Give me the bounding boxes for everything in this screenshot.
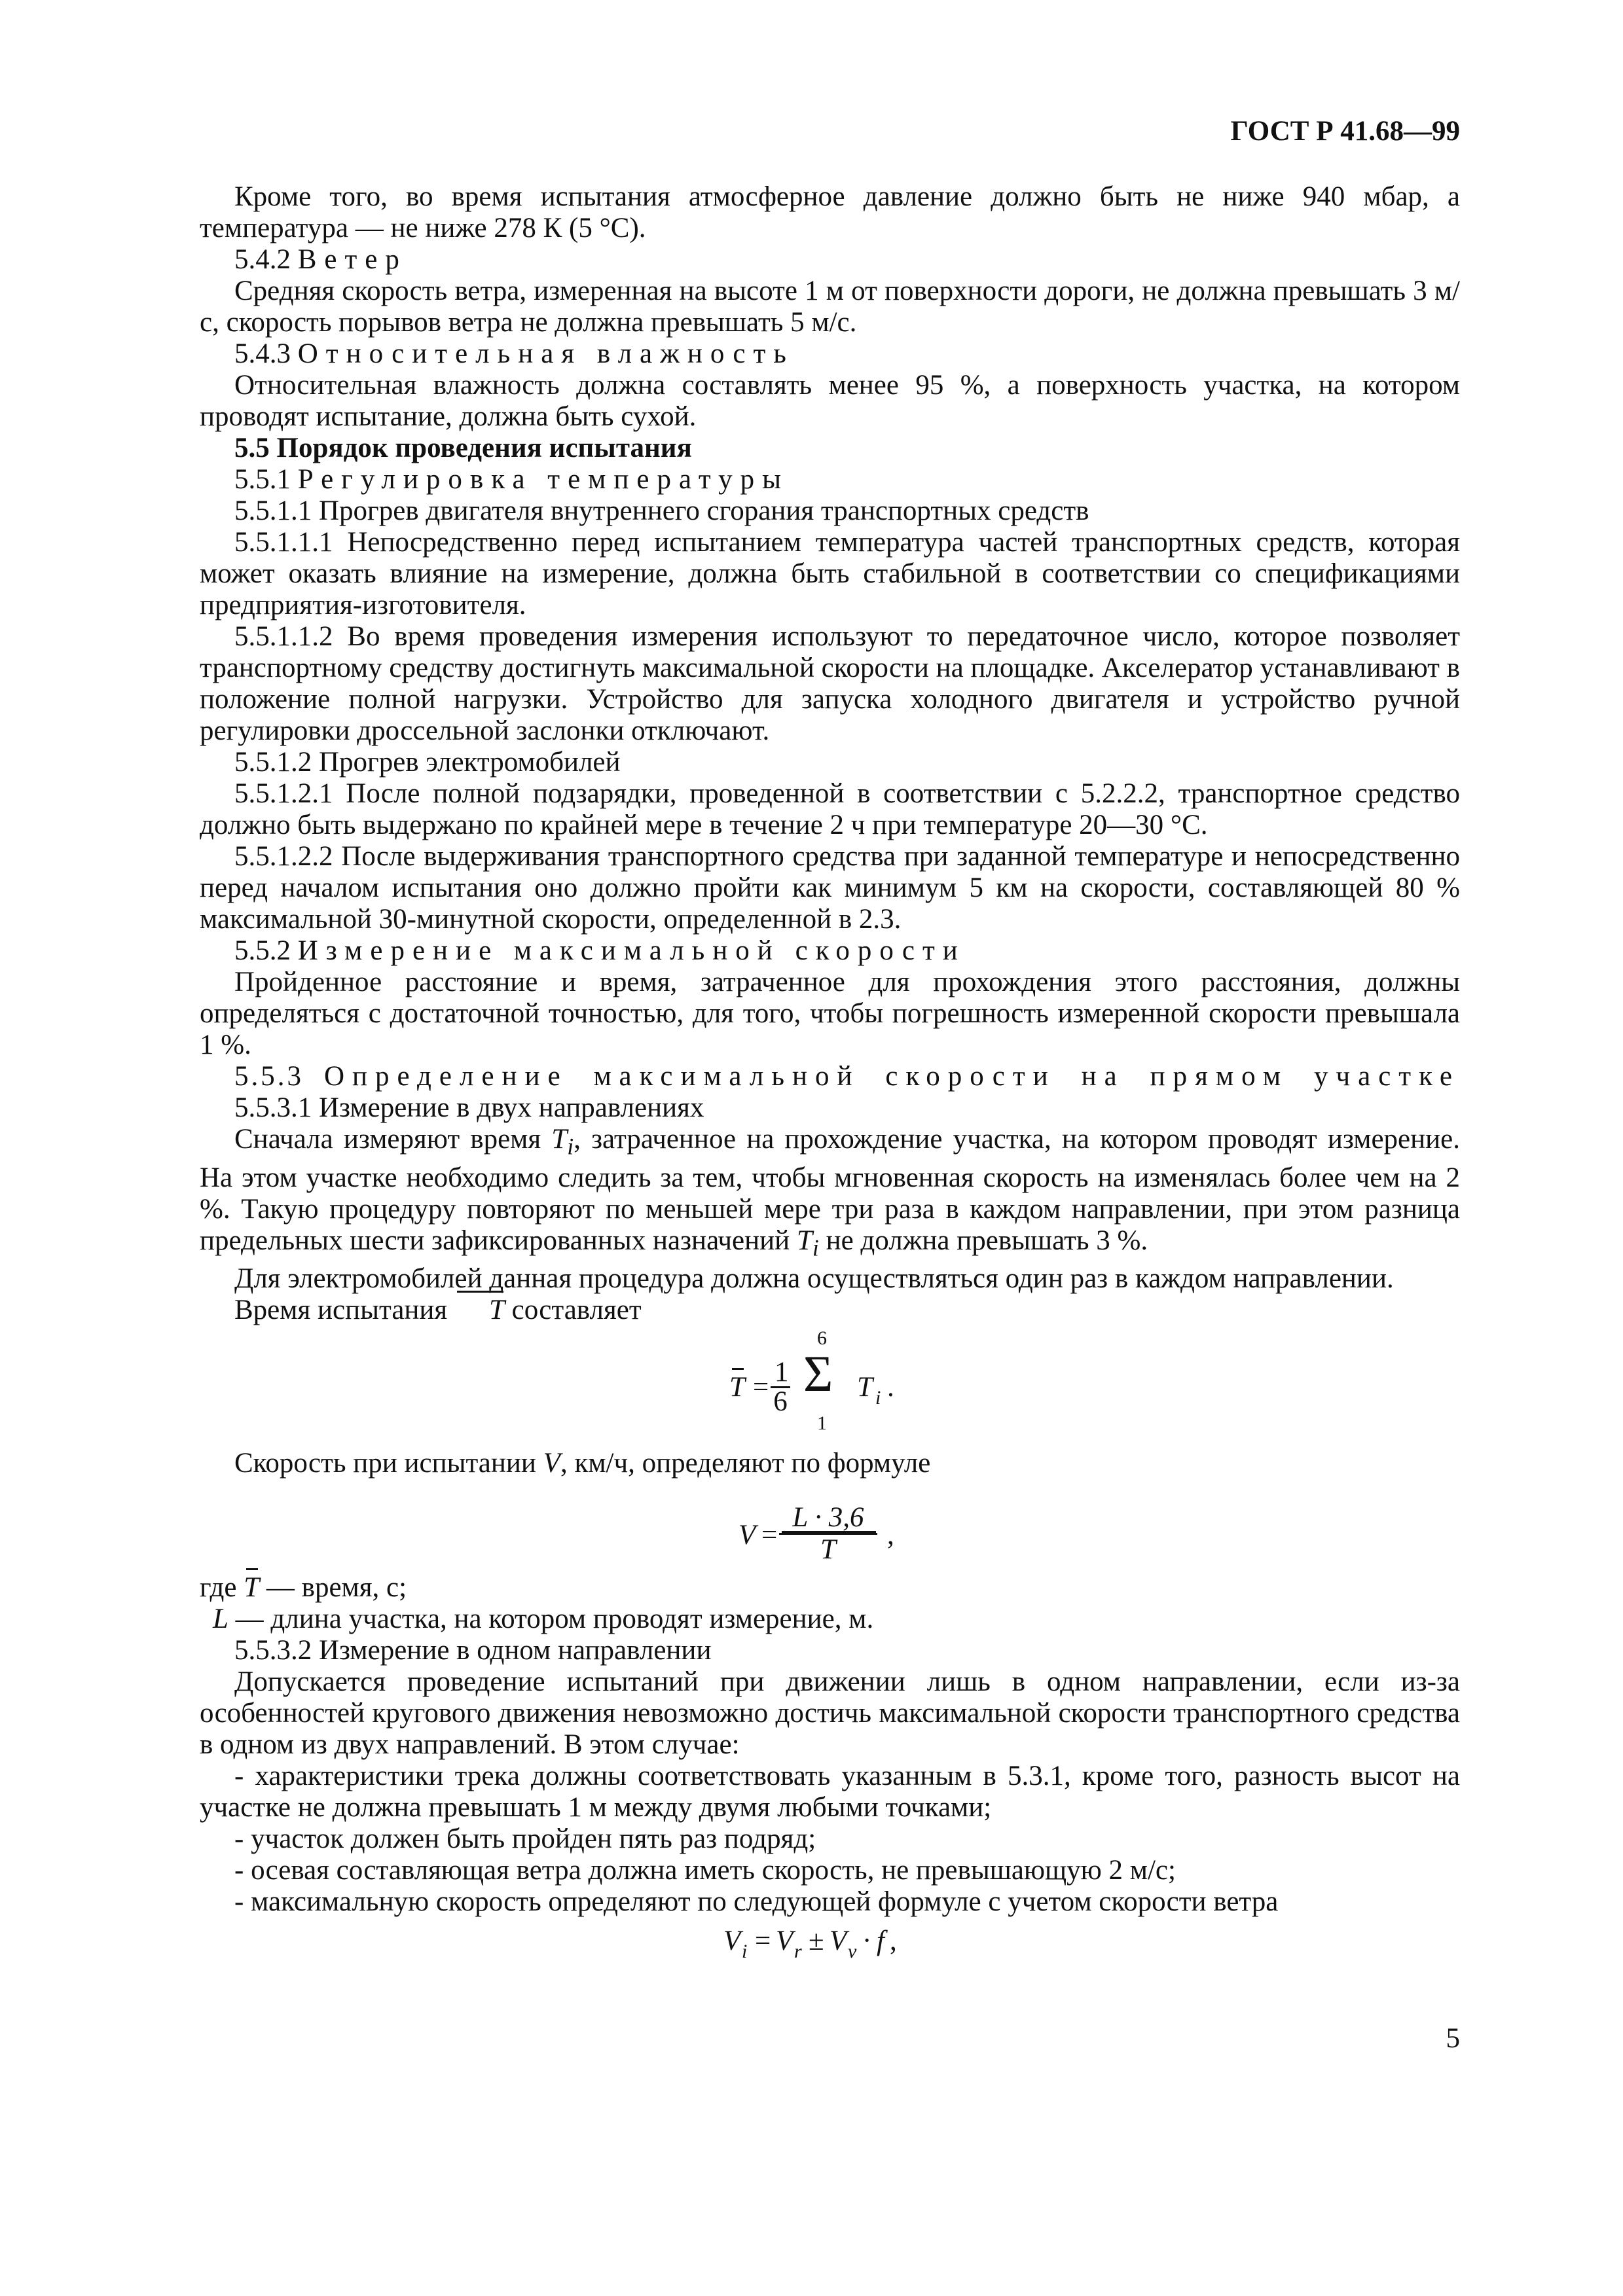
- symbol-t: T: [796, 1225, 812, 1256]
- paragraph: Относительная влажность должна составлять менее 95 %, а поверхность участка, на котором проводят испытание, должна быть сухой.: [200, 370, 1460, 432]
- section-title: Измерение максимальной скорости: [297, 935, 966, 966]
- text-run: — длина участка, на котором проводят измерение, м.: [228, 1604, 874, 1635]
- subsection-heading: 5.5.3.1 Измерение в двух направлениях: [234, 1092, 704, 1123]
- formula-mean-time: [200, 1326, 1460, 1448]
- formula-wind-corrected-speed: [200, 1918, 1460, 1964]
- symbol-t-mean: T: [454, 1295, 505, 1326]
- text-run: , затраченное на прохождение участка, на котором проводят измерение. На этом участке необходимо следить за тем, чтобы мгновенная скорость на изменялась более чем на 2 %. Такую процедуру повторяют по меньшей мере три раза в каждом направлении, при этом разница предельных шести зафиксированных назначений: [200, 1124, 1460, 1256]
- formula-equals: =: [761, 1520, 778, 1551]
- formula-term: V: [830, 1926, 847, 1957]
- formula-fraction: [779, 1503, 877, 1565]
- text-run: Сначала измеряют время: [234, 1124, 552, 1155]
- formula-equals: =: [755, 1926, 771, 1957]
- formula-lhs-subscript: i: [742, 1941, 748, 1963]
- section-title: Определение максимальной скорости на прямом участке: [323, 1061, 1461, 1092]
- symbol-v: V: [543, 1448, 560, 1479]
- paragraph: 5.5.1.1.1 Непосредственно перед испытанием температура частей транспортных средств, которая может оказать влияние на измерение, должна быть стабильной в соответствии со спецификациями предприятия-изготовителя.: [200, 527, 1460, 620]
- fraction-denominator: 6: [773, 1386, 788, 1418]
- section-heading-5-5-2: [200, 935, 1460, 967]
- section-number: 5.4.2: [234, 244, 291, 275]
- paragraph: [200, 1448, 1460, 1479]
- where-word: где: [200, 1572, 244, 1604]
- text-run: Время испытания: [234, 1295, 454, 1326]
- symbol-l: L: [213, 1604, 228, 1635]
- section-title: Регулировка температуры: [297, 464, 790, 495]
- formula-speed: [200, 1479, 1460, 1572]
- paragraph: 5.5.1.2.1 После полной подзарядки, проведенной в соответствии с 5.2.2.2, транспортное средство должно быть выдержано по крайней мере в течение 2 ч при температуре 20—30 °С.: [200, 778, 1460, 840]
- text-run: не должна превышать 3 %.: [818, 1225, 1148, 1256]
- symbol-subscript: i: [812, 1234, 819, 1261]
- legend-row-time: [200, 1572, 1460, 1604]
- paragraph: [200, 1295, 1460, 1326]
- formula-lhs: V: [723, 1926, 741, 1957]
- text-run: составляет: [504, 1295, 642, 1326]
- formula-term-subscript: v: [848, 1941, 857, 1963]
- section-number: 5.4.3: [234, 338, 291, 369]
- formula-end: ,: [890, 1926, 897, 1957]
- fraction-denominator: T: [779, 1535, 877, 1565]
- legend-row-length: [200, 1604, 1460, 1635]
- paragraph: Пройденное расстояние и время, затраченное для прохождения этого расстояния, должны определяться с достаточной точностью, для того, чтобы погрешность измеренной скорости превышала 1 %.: [200, 967, 1460, 1060]
- section-heading-5-4-2: [200, 244, 1460, 276]
- subsection-heading: 5.5.3.2 Измерение в одном направлении: [234, 1635, 712, 1666]
- section-heading-5-4-3: [200, 338, 1460, 370]
- fraction-numerator: L · 3,6: [779, 1503, 877, 1535]
- formula-end: .: [887, 1372, 894, 1403]
- paragraph: Для электромобилей данная процедура должна осуществляться один раз в каждом направлении.: [234, 1263, 1394, 1295]
- section-number: 5.5.2: [234, 935, 291, 966]
- formula-fraction: [771, 1359, 790, 1416]
- formula-term-subscript: r: [794, 1941, 802, 1963]
- sum-lower-limit: 1: [817, 1412, 827, 1435]
- paragraph: Средняя скорость ветра, измеренная на высоте 1 м от поверхности дороги, не должна превышать 3 м/с, скорость порывов ветра не должна превышать 5 м/с.: [200, 276, 1460, 338]
- paragraph: 5.5.1.1.2 Во время проведения измерения используют то передаточное число, которое позволяет транспортному средству достигнуть максимальной скорости на площадке. Акселератор устанавливают в положение полной нагрузки. Устройство для запуска холодного двигателя и устройство ручной регулировки дроссельной заслонки отключают.: [200, 621, 1460, 746]
- list-item: - максимальную скорость определяют по следующей формуле с учетом скорости ветра: [234, 1886, 1279, 1918]
- formula-end: ,: [887, 1520, 894, 1551]
- subsection-heading: 5.5.1.1 Прогрев двигателя внутреннего сгорания транспортных средств: [234, 495, 1089, 526]
- formula-dot: ·: [862, 1926, 872, 1957]
- section-heading-5-5-1: [200, 464, 1460, 495]
- section-number: 5.5.1: [234, 464, 291, 495]
- paragraph: Допускается проведение испытаний при движении лишь в одном направлении, если из-за особенностей кругового движения невозможно достичь максимальной скорости транспортного средства в одном из двух направлений. В этом случае:: [200, 1666, 1460, 1761]
- paragraph: 5.5.1.2.2 После выдерживания транспортного средства при заданной температуре и непосредственно перед началом испытания оно должно пройти как минимум 5 км на скорости, составляющей 80 % максимальной 30-минутной скорости, определенной в 2.3.: [200, 841, 1460, 935]
- formula-equals: =: [753, 1372, 769, 1403]
- page-number: 5: [1446, 2023, 1460, 2054]
- formula-lhs: V: [739, 1520, 756, 1551]
- document-header: ГОСТ Р 41.68—99: [1230, 116, 1460, 147]
- formula-plus-minus: ±: [809, 1926, 824, 1957]
- list-item: - осевая составляющая ветра должна иметь скорость, не превышающую 2 м/с;: [234, 1855, 1176, 1886]
- sum-upper-limit: 6: [817, 1327, 827, 1350]
- formula-term: T: [857, 1372, 873, 1403]
- section-number: 5.5.3: [234, 1061, 304, 1092]
- fraction-numerator: 1: [771, 1359, 790, 1388]
- text-run: , км/ч, определяют по формуле: [560, 1448, 931, 1479]
- paragraph: Кроме того, во время испытания атмосферное давление должно быть не ниже 940 мбар, а температура — не ниже 278 К (5 °С).: [200, 181, 1460, 243]
- paragraph: [200, 1124, 1460, 1263]
- symbol-subscript: i: [567, 1133, 574, 1160]
- list-item: - участок должен быть пройден пять раз подряд;: [234, 1823, 816, 1855]
- text-run: Скорость при испытании: [234, 1448, 543, 1479]
- text-run: — время, с;: [259, 1572, 407, 1604]
- formula-term: V: [776, 1926, 793, 1957]
- symbol-t-mean: T: [244, 1572, 260, 1604]
- sigma-symbol: Σ: [803, 1345, 833, 1403]
- formula-term-subscript: i: [875, 1387, 881, 1409]
- symbol-t: T: [551, 1124, 568, 1155]
- section-heading-5-5-3: [200, 1061, 1460, 1092]
- section-title: Ветер: [297, 244, 407, 275]
- section-heading-5-5: 5.5 Порядок проведения испытания: [234, 433, 692, 463]
- document-body: [200, 181, 1460, 1964]
- formula-lhs: T: [729, 1372, 745, 1403]
- section-title: Относительная влажность: [297, 338, 794, 369]
- formula-term: f: [877, 1926, 884, 1957]
- subsection-heading: 5.5.1.2 Прогрев электромобилей: [234, 747, 621, 778]
- list-item: - характеристики трека должны соответствовать указанным в 5.3.1, кроме того, разность высот на участке не должна превышать 1 м между двумя любыми точками;: [200, 1761, 1460, 1823]
